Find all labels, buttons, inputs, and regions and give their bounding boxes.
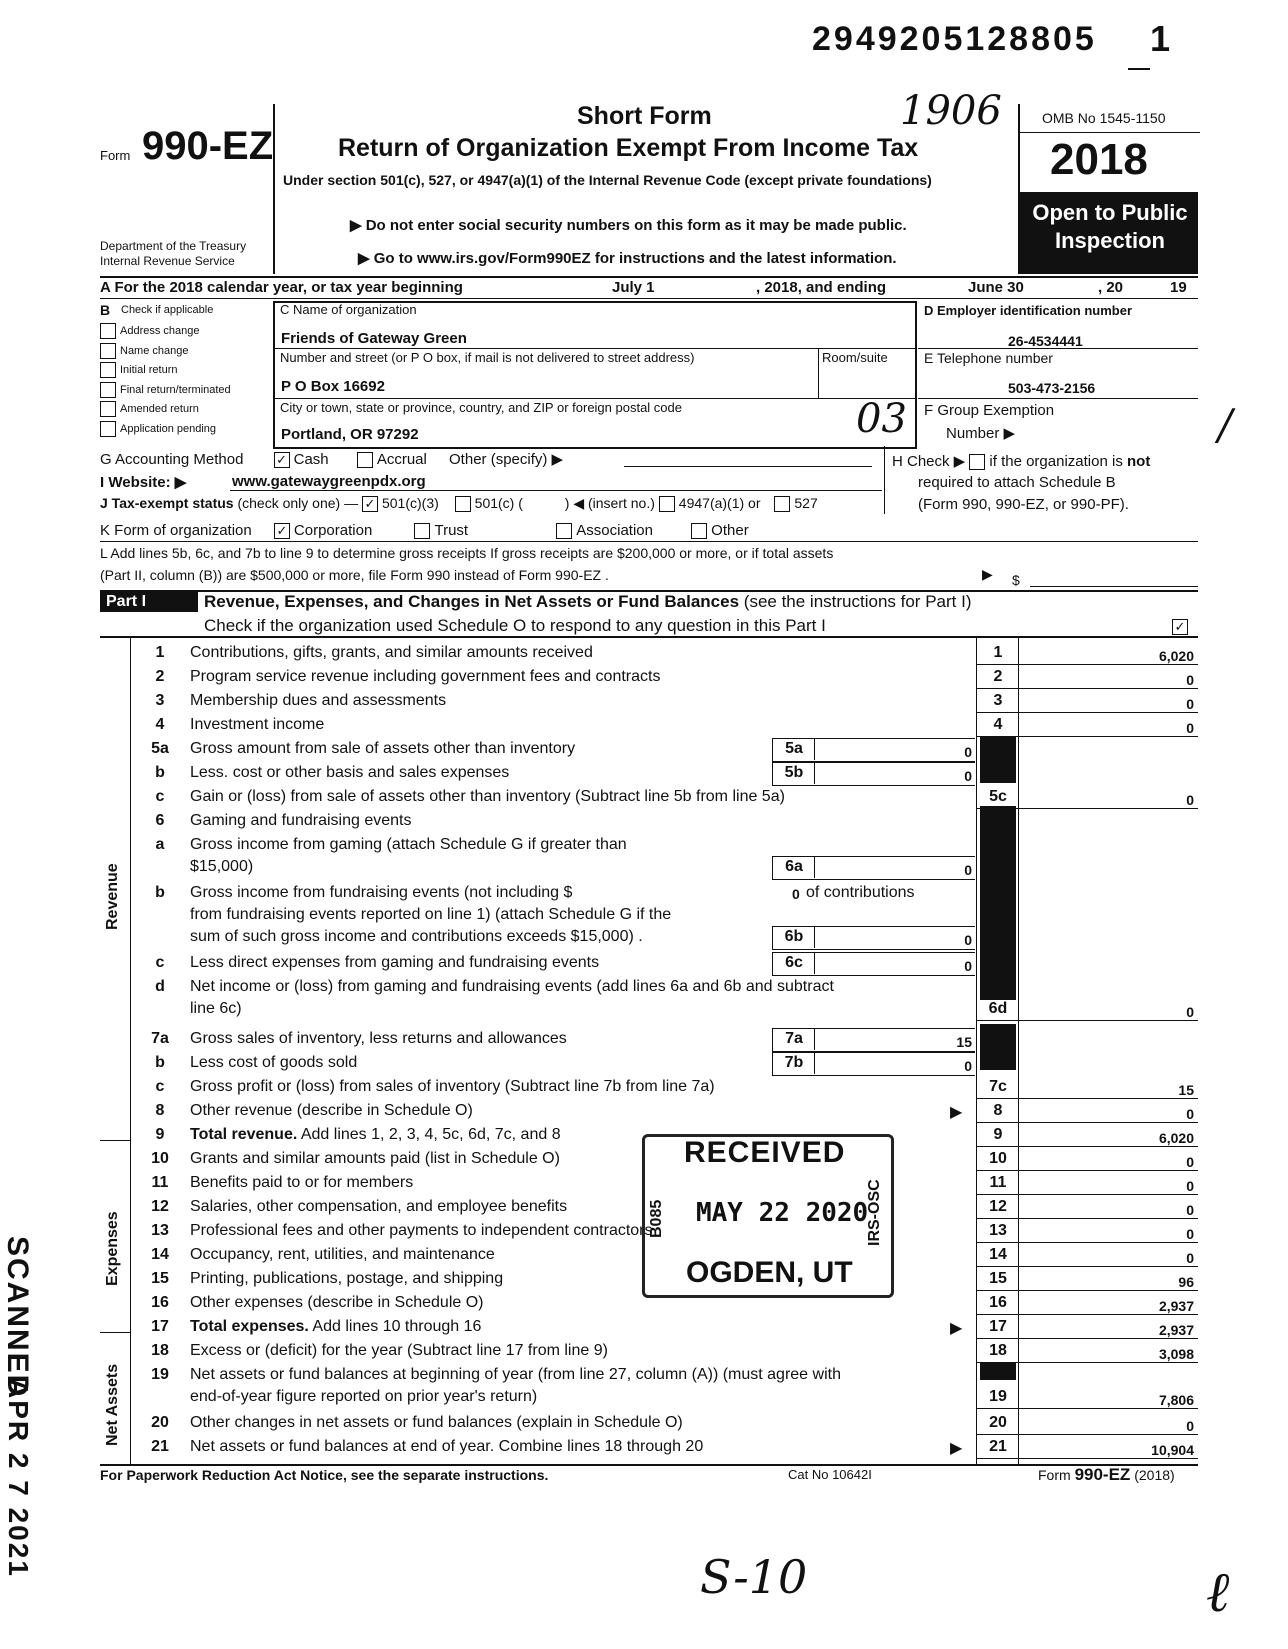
line-number: 9	[155, 1126, 165, 1143]
sub-box-divider	[814, 738, 815, 760]
checkbox-corporation[interactable]: ✓ Corporation	[274, 522, 372, 539]
sub-box-label: 7a	[785, 1030, 803, 1047]
line-number: 14	[151, 1246, 169, 1263]
sub-box-divider	[814, 856, 815, 878]
line-description: Benefits paid to or for members	[190, 1174, 414, 1191]
section-b-letter: B	[100, 302, 111, 318]
section-b-title: Check if applicable	[121, 304, 214, 316]
website-label: I Website: ▶	[100, 474, 187, 491]
phone-label: E Telephone number	[924, 350, 1053, 366]
line-inline-after: of contributions	[806, 884, 915, 901]
sub-box-amount[interactable]: 0	[964, 958, 972, 974]
line-number: d	[155, 978, 165, 995]
line-number: c	[155, 788, 165, 805]
line-rule	[976, 1314, 1198, 1315]
line-number: 17	[151, 1318, 169, 1335]
line-l-dollar: $	[1012, 572, 1020, 588]
sub-box-label: 7b	[784, 1054, 804, 1071]
line-description-cont: end-of-year figure reported on prior year's return)	[190, 1388, 538, 1405]
line-box-label: 19	[989, 1388, 1007, 1405]
ein-value[interactable]: 26-4534441	[1008, 333, 1083, 349]
line-amount[interactable]: 0	[1186, 1106, 1194, 1122]
line-amount[interactable]: 6,020	[1158, 1130, 1194, 1146]
line-a-mid: , 2018, and ending	[756, 279, 887, 296]
accounting-method	[100, 450, 563, 468]
checkbox-527[interactable]: 527	[774, 495, 817, 511]
line-a-begin: July 1	[612, 279, 655, 296]
website-value[interactable]: www.gatewaygreenpdx.org	[232, 473, 426, 490]
sub-box	[772, 1028, 975, 1052]
handwritten-code: 03	[856, 396, 907, 442]
line-box-label: 10	[989, 1150, 1007, 1167]
sub-box	[772, 1052, 975, 1076]
line-number: 13	[151, 1222, 169, 1239]
form-label: Form	[100, 148, 131, 163]
sub-box	[772, 856, 975, 880]
irs-label: Internal Revenue Service	[100, 254, 235, 268]
line-box-label: 17	[989, 1318, 1007, 1335]
title-short-form: Short Form	[577, 102, 712, 130]
shade-5	[980, 737, 1016, 783]
line-description-cont: from fundraising events reported on line 1) (attach Schedule G if the	[190, 906, 672, 923]
instruction-ssn: ▶ Do not enter social security numbers on this form as it may be made public.	[350, 217, 907, 234]
line-box-label: 13	[989, 1222, 1007, 1239]
total-arrow-icon: ▶	[950, 1320, 963, 1337]
checkbox-initial-return[interactable]: Initial return	[100, 361, 231, 381]
line-box-label: 8	[993, 1102, 1003, 1119]
line-rule	[976, 1338, 1198, 1339]
sub-box-divider	[814, 1052, 815, 1074]
line-amount[interactable]: 0	[1186, 672, 1194, 688]
scanned-stamp: SCANNED	[1, 1236, 34, 1399]
line-description: Total expenses. Add lines 10 through 16	[190, 1318, 482, 1335]
sub-box-amount[interactable]: 0	[964, 744, 972, 760]
line-description: Excess or (deficit) for the year (Subtract line 17 from line 9)	[190, 1342, 608, 1359]
line-amount[interactable]: 0	[1186, 1154, 1194, 1170]
line-description: Grants and similar amounts paid (list in Schedule O)	[190, 1150, 560, 1167]
line-description-cont: line 6c)	[190, 1000, 242, 1017]
line-rule	[976, 1146, 1198, 1147]
street-address[interactable]: P O Box 16692	[281, 378, 385, 395]
side-label-net-assets: Net Assets	[104, 1363, 121, 1446]
sub-box-amount[interactable]: 0	[964, 1058, 972, 1074]
line-rule	[976, 1434, 1198, 1435]
part1-tag: Part I	[100, 592, 198, 612]
line-number: 19	[151, 1366, 169, 1383]
checkbox-501c3[interactable]: ✓ 501(c)(3)	[362, 495, 439, 511]
line-number: 16	[151, 1294, 169, 1311]
line-description: Less cost of goods sold	[190, 1054, 358, 1071]
line-amount[interactable]: 96	[1178, 1274, 1194, 1290]
checkbox-association[interactable]: Association	[556, 522, 653, 539]
line-number: b	[155, 764, 165, 781]
stamp-city: OGDEN, UT	[686, 1256, 853, 1289]
checkbox-application-pending[interactable]: Application pending	[100, 420, 231, 440]
line-a-year: 19	[1170, 279, 1187, 296]
line-description: Gross sales of inventory, less returns and allowances	[190, 1030, 567, 1047]
line-a-label: A For the 2018 calendar year, or tax year beginning	[100, 279, 463, 296]
line-number: 21	[151, 1438, 169, 1455]
phone-value[interactable]: 503-473-2156	[1008, 380, 1096, 396]
line-number: 7a	[151, 1030, 169, 1047]
line-box-label: 11	[989, 1174, 1007, 1191]
street-label: Number and street (or P O box, if mail is not delivered to street address)	[280, 350, 695, 365]
part1-check-text: Check if the organization used Schedule O to respond to any question in this Part I	[204, 616, 826, 635]
line-number: b	[155, 1054, 165, 1071]
sub-box	[772, 926, 975, 950]
line-number: 10	[151, 1150, 169, 1167]
sub-box	[772, 762, 975, 786]
line-amount[interactable]: 2,937	[1158, 1322, 1194, 1338]
checkbox-amended-return[interactable]: Amended return	[100, 400, 231, 420]
handwritten-corner-mark: ℓ	[1206, 1560, 1230, 1625]
sub-box-divider	[814, 926, 815, 948]
side-label-expenses: Expenses	[104, 1211, 121, 1286]
inspection-text: Inspection	[1054, 228, 1165, 253]
line-description: Professional fees and other payments to independent contractors	[190, 1222, 653, 1239]
line-description: Gross profit or (loss) from sales of inventory (Subtract line 7b from line 7a)	[190, 1078, 715, 1095]
line-description: Contributions, gifts, grants, and similar amounts received	[190, 644, 593, 661]
line-description: Other expenses (describe in Schedule O)	[190, 1294, 484, 1311]
line-rule	[976, 1266, 1198, 1267]
line-box-label: 5c	[989, 788, 1007, 805]
line-number: 11	[151, 1174, 169, 1191]
line-description: Investment income	[190, 716, 325, 733]
part1-title: Revenue, Expenses, and Changes in Net Assets or Fund Balances (see the instructions for Part I)	[204, 592, 972, 611]
total-arrow-icon: ▶	[950, 1440, 963, 1457]
sub-box-amount[interactable]: 15	[956, 1034, 972, 1050]
line-rule	[976, 1458, 1198, 1459]
sub-box-label: 6c	[785, 954, 803, 971]
line-rule	[976, 1020, 1198, 1021]
line-description: Less direct expenses from gaming and fundraising events	[190, 954, 600, 971]
sub-box-label: 6b	[784, 928, 804, 945]
checkbox-other[interactable]: Other	[691, 522, 749, 539]
checkbox-name-change[interactable]: Name change	[100, 342, 231, 362]
line-h-text2: required to attach Schedule B	[918, 474, 1116, 491]
sub-box-label: 6a	[785, 858, 803, 875]
line-description: Other revenue (describe in Schedule O)	[190, 1102, 473, 1119]
sub-box-divider	[814, 952, 815, 974]
line-box-label: 18	[989, 1342, 1007, 1359]
line-amount[interactable]: 0	[1186, 1418, 1194, 1434]
line-description: Membership dues and assessments	[190, 692, 447, 709]
ein-label: D Employer identification number	[924, 303, 1133, 318]
line-rule	[976, 688, 1198, 689]
footer-paperwork: For Paperwork Reduction Act Notice, see the separate instructions.	[100, 1467, 549, 1483]
line-amount[interactable]: 0	[1186, 696, 1194, 712]
line-box-label: 7c	[989, 1078, 1007, 1095]
line-amount[interactable]: 10,904	[1151, 1442, 1194, 1458]
line-number: 15	[151, 1270, 169, 1287]
checkbox-cash[interactable]: ✓ Cash	[274, 451, 329, 468]
shade-19	[980, 1362, 1016, 1380]
checkbox-final-return[interactable]: Final return/terminated	[100, 381, 231, 401]
accounting-method-label: G Accounting Method	[100, 451, 244, 468]
line-description-cont: $15,000)	[190, 858, 254, 875]
line-rule	[976, 664, 1198, 665]
line-description: Net assets or fund balances at beginning of year (from line 27, column (A)) (must agree with	[190, 1366, 841, 1383]
sub-box-label: 5b	[784, 764, 804, 781]
line-number: c	[155, 954, 165, 971]
line-number: 3	[155, 692, 165, 709]
sub-box	[772, 952, 975, 976]
line-box-label: 15	[989, 1270, 1007, 1287]
line-l-arrow: ▶	[982, 566, 993, 582]
line-amount[interactable]: 0	[1186, 720, 1194, 736]
line-box-label: 14	[989, 1246, 1007, 1263]
stamp-left-code: B085	[648, 1199, 665, 1238]
handwritten-year: 1906	[900, 88, 1002, 134]
line-number: c	[155, 1078, 165, 1095]
checkbox-4947[interactable]: 4947(a)(1) or	[659, 495, 761, 511]
line-a-year-prefix: , 20	[1098, 279, 1124, 296]
line-number: 4	[155, 716, 165, 733]
line-rule	[976, 1218, 1198, 1219]
line-rule	[976, 1242, 1198, 1243]
line-amount[interactable]: 2,937	[1158, 1298, 1194, 1314]
line-rule	[976, 712, 1198, 713]
line-description: Gross amount from sale of assets other than inventory	[190, 740, 576, 757]
line-rule	[976, 1098, 1198, 1099]
handwritten-bottom: S-10	[700, 1550, 808, 1604]
line-box-label: 21	[989, 1438, 1007, 1455]
line-description: Less. cost or other basis and sales expenses	[190, 764, 510, 781]
line-a-end: June 30	[968, 279, 1024, 296]
city-state-zip[interactable]: Portland, OR 97292	[281, 426, 419, 443]
line-rule	[976, 1194, 1198, 1195]
line-amount[interactable]: 0	[1186, 1250, 1194, 1266]
line-amount[interactable]: 3,098	[1158, 1346, 1194, 1362]
stamp-right-code: IRS-OSC	[866, 1179, 883, 1246]
line-number: 12	[151, 1198, 169, 1215]
line-description-cont: sum of such gross income and contributions exceeds $15,000) .	[190, 928, 643, 945]
line-description: Gaming and fundraising events	[190, 812, 412, 829]
line-inline-amount[interactable]: 0	[792, 886, 800, 902]
line-box-label: 9	[993, 1126, 1003, 1143]
document-suffix: 1	[1150, 18, 1171, 59]
line-description: Net assets or fund balances at end of year. Combine lines 18 through 20	[190, 1438, 704, 1455]
line-number: 20	[151, 1414, 169, 1431]
stamp-date: MAY 22 2020	[696, 1198, 869, 1228]
room-suite-label: Room/suite	[822, 350, 888, 365]
footer-cat: Cat No 10642I	[788, 1467, 872, 1482]
sub-box	[772, 738, 975, 762]
line-box-label: 12	[989, 1198, 1007, 1215]
open-public-text: Open to Public	[1032, 200, 1188, 225]
line-box-label: 1	[993, 644, 1003, 661]
department: Department of the Treasury	[100, 239, 247, 253]
sub-box-amount[interactable]: 0	[964, 768, 972, 784]
line-box-label: 3	[993, 692, 1003, 709]
line-number: 18	[151, 1342, 169, 1359]
org-name-label: C Name of organization	[280, 302, 417, 317]
other-specify-label: Other (specify) ▶	[449, 451, 564, 468]
section-b-items	[100, 322, 231, 439]
sub-box-amount[interactable]: 0	[964, 862, 972, 878]
city-label: City or town, state or province, country, and ZIP or foreign postal code	[280, 400, 682, 415]
line-amount[interactable]: 6,020	[1158, 648, 1194, 664]
line-amount[interactable]: 0	[1186, 792, 1194, 808]
line-h-text3: (Form 990, 990-EZ, or 990-PF).	[918, 496, 1129, 513]
line-number: b	[155, 884, 165, 901]
document-number: 2949205128805	[812, 20, 1097, 58]
line-description: Gain or (loss) from sale of assets other than inventory (Subtract line 5b from line 5a)	[190, 788, 785, 805]
line-h: H Check ▶ if the organization is not	[892, 453, 1151, 470]
title-main: Return of Organization Exempt From Income Tax	[338, 134, 919, 162]
line-number: 8	[155, 1102, 165, 1119]
line-description: Occupancy, rent, utilities, and maintenance	[190, 1246, 495, 1263]
line-description: Gross income from gaming (attach Schedule G if greater than	[190, 836, 627, 853]
sub-box-label: 5a	[785, 740, 803, 757]
line-rule	[976, 1408, 1198, 1409]
form-number: 990-EZ	[142, 124, 274, 168]
line-amount[interactable]: 15	[1178, 1082, 1194, 1098]
total-arrow-icon: ▶	[950, 1104, 963, 1121]
line-l-text1: L Add lines 5b, 6c, and 7b to line 9 to determine gross receipts If gross receipts are $200,000 or more, or if total assets	[100, 545, 834, 561]
handwritten-mark: /	[1218, 400, 1233, 449]
line-description: Gross income from fundraising events (not including $	[190, 884, 573, 901]
line-box-label: 6d	[988, 1000, 1008, 1017]
line-rule	[976, 1290, 1198, 1291]
stamp-received: RECEIVED	[684, 1136, 846, 1169]
group-exemption-label: F Group Exemption	[924, 402, 1055, 419]
line-description: Program service revenue including government fees and contracts	[190, 668, 661, 685]
shade-6	[980, 806, 1016, 1000]
line-description: Total revenue. Add lines 1, 2, 3, 4, 5c, 6d, 7c, and 8	[190, 1126, 561, 1143]
instruction-website: ▶ Go to www.irs.gov/Form990EZ for instructions and the latest information.	[358, 250, 897, 267]
line-number: 5a	[151, 740, 169, 757]
line-amount[interactable]: 7,806	[1158, 1392, 1194, 1408]
line-box-label: 4	[993, 716, 1003, 733]
shade-7	[980, 1024, 1016, 1070]
line-box-label: 20	[989, 1414, 1007, 1431]
checkbox-accrual[interactable]: Accrual	[357, 451, 427, 468]
line-box-label: 2	[993, 668, 1003, 685]
line-number: 2	[155, 668, 165, 685]
group-exemption-number-label: Number ▶	[946, 425, 1016, 442]
org-name[interactable]: Friends of Gateway Green	[281, 330, 467, 347]
checkbox-address-change[interactable]: Address change	[100, 322, 231, 342]
line-number: 6	[155, 812, 165, 829]
line-description: Printing, publications, postage, and shipping	[190, 1270, 504, 1287]
checkbox-trust[interactable]: Trust	[414, 522, 468, 539]
checkbox-schedule-b[interactable]	[969, 454, 985, 470]
scanned-date: APR 2 7 2021	[3, 1378, 34, 1578]
line-amount[interactable]: 0	[1186, 1202, 1194, 1218]
line-amount[interactable]: 0	[1186, 1178, 1194, 1194]
title-subtitle: Under section 501(c), 527, or 4947(a)(1) of the Internal Revenue Code (except private foundations)	[283, 172, 932, 188]
line-number: 1	[155, 644, 165, 661]
line-description: Other changes in net assets or fund balances (explain in Schedule O)	[190, 1414, 683, 1431]
line-rule	[976, 1122, 1198, 1123]
line-amount[interactable]: 0	[1186, 1004, 1194, 1020]
sub-box-amount[interactable]: 0	[964, 932, 972, 948]
line-box-label: 16	[989, 1294, 1007, 1311]
omb-number: OMB No 1545-1150	[1042, 110, 1166, 126]
schedule-o-checkbox[interactable]: ✓	[1172, 618, 1192, 636]
sub-box-divider	[814, 1028, 815, 1050]
tax-year: 2018	[1050, 135, 1148, 184]
checkbox-501c[interactable]: 501(c) (	[455, 495, 523, 511]
sub-box-divider	[814, 762, 815, 784]
form-of-organization: K Form of organization ✓ Corporation Trust Association Other	[100, 522, 749, 539]
line-rule	[976, 1170, 1198, 1171]
footer-form: Form 990-EZ (2018)	[1038, 1465, 1175, 1484]
line-description: Net income or (loss) from gaming and fundraising events (add lines 6a and 6b and subtract	[190, 978, 834, 995]
line-description: Salaries, other compensation, and employee benefits	[190, 1198, 568, 1215]
line-l-text2: (Part II, column (B)) are $500,000 or more, file Form 990 instead of Form 990-EZ .	[100, 567, 609, 583]
line-number: a	[155, 836, 165, 853]
line-amount[interactable]: 0	[1186, 1226, 1194, 1242]
tax-exempt-status: J Tax-exempt status (check only one) — ✓ 501(c)(3) 501(c) ( ) ◀ (insert no.) 4947(a)(1) or 527	[100, 495, 818, 512]
side-label-revenue: Revenue	[104, 863, 121, 930]
